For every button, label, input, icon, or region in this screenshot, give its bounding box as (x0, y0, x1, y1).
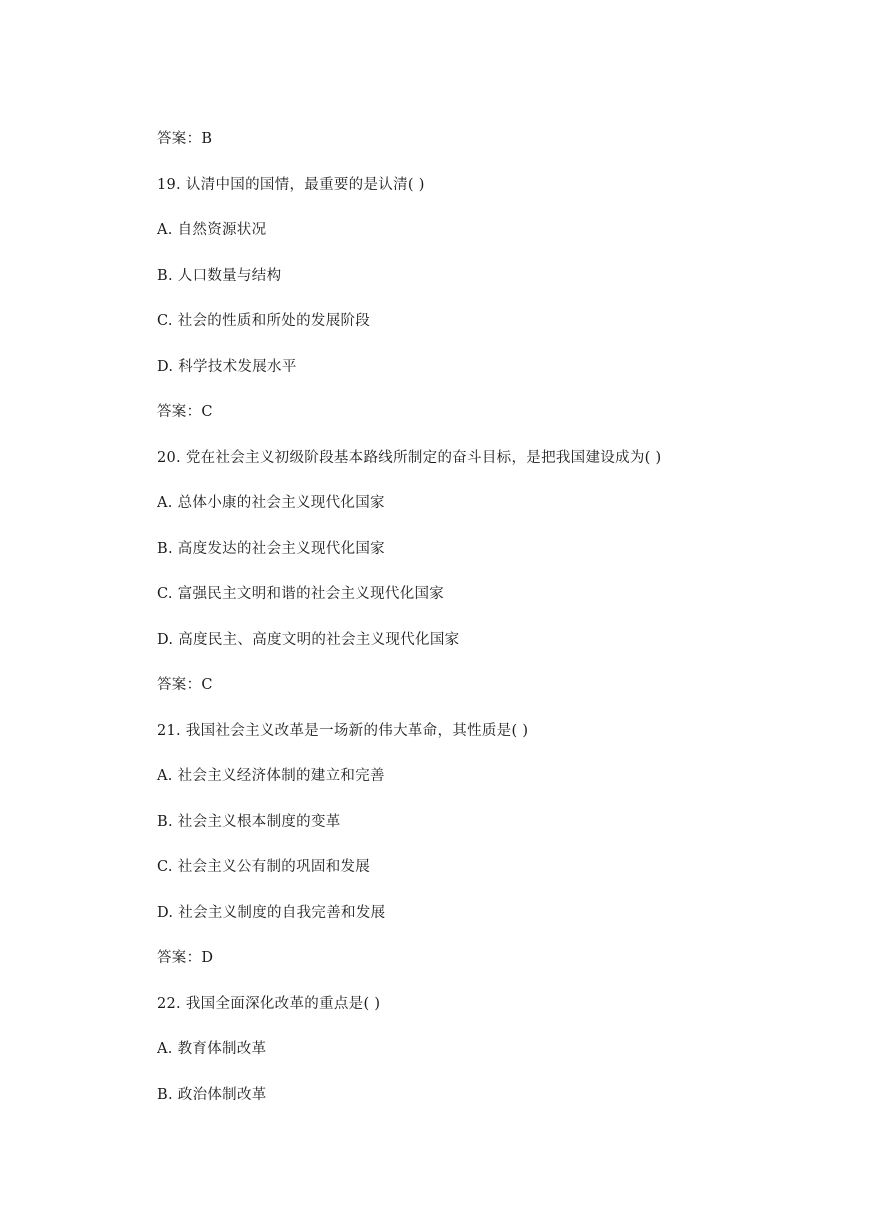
option-line: B. 高度发达的社会主义现代化国家 (157, 541, 385, 557)
question-line: 22. 我国全面深化改革的重点是( ) (157, 996, 381, 1012)
option-line: A. 教育体制改革 (157, 1041, 267, 1057)
option-line: B. 人口数量与结构 (157, 268, 282, 284)
answer-line: 答案：C (157, 677, 213, 693)
option-line: D. 社会主义制度的自我完善和发展 (157, 905, 386, 921)
answer-line: 答案：C (157, 404, 213, 420)
option-line: D. 高度民主、高度文明的社会主义现代化国家 (157, 632, 460, 648)
option-line: C. 社会的性质和所处的发展阶段 (157, 313, 371, 329)
question-line: 21. 我国社会主义改革是一场新的伟大革命，其性质是( ) (157, 723, 529, 739)
option-line: B. 社会主义根本制度的变革 (157, 814, 341, 830)
answer-line: 答案：D (157, 950, 214, 966)
option-line: A. 总体小康的社会主义现代化国家 (157, 495, 385, 511)
option-line: A. 自然资源状况 (157, 222, 267, 238)
question-line: 19. 认清中国的国情，最重要的是认清( ) (157, 177, 425, 193)
option-line: C. 富强民主文明和谐的社会主义现代化国家 (157, 586, 445, 602)
question-line: 20. 党在社会主义初级阶段基本路线所制定的奋斗目标，是把我国建设成为( ) (157, 450, 662, 466)
answer-line: 答案：B (157, 131, 213, 147)
option-line: D. 科学技术发展水平 (157, 359, 297, 375)
option-line: B. 政治体制改革 (157, 1087, 267, 1103)
option-line: C. 社会主义公有制的巩固和发展 (157, 859, 371, 875)
option-line: A. 社会主义经济体制的建立和完善 (157, 768, 385, 784)
